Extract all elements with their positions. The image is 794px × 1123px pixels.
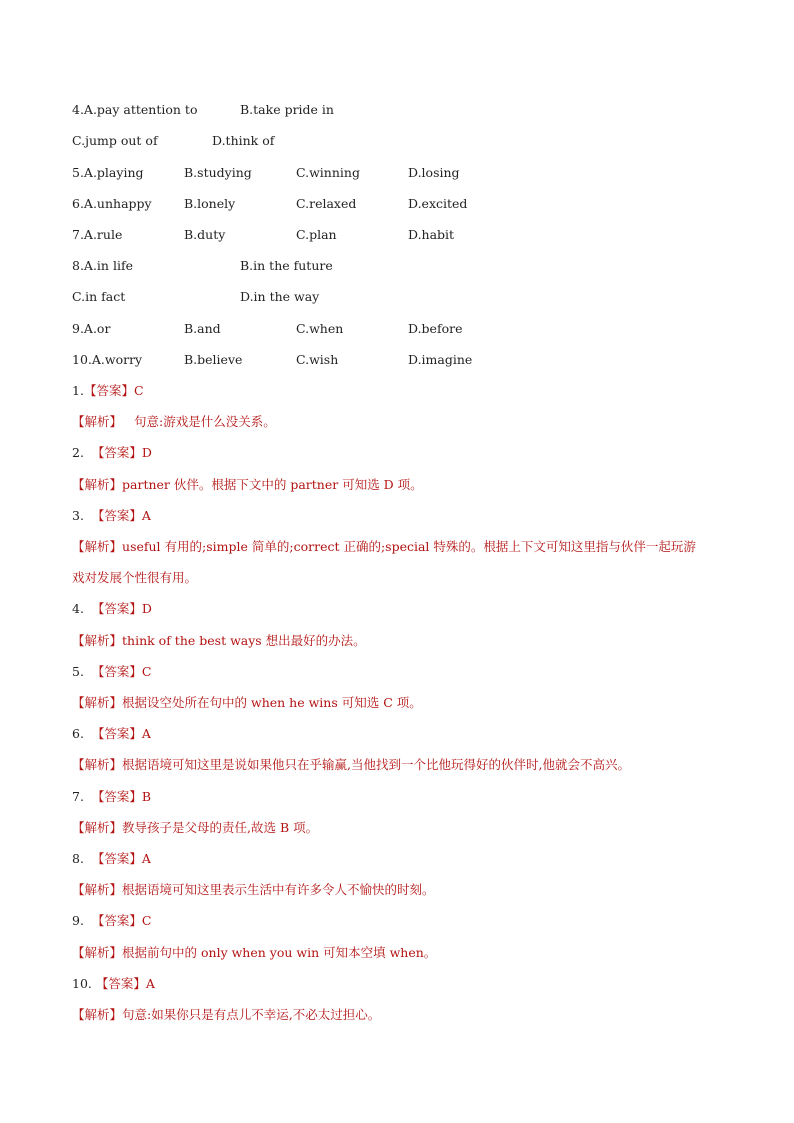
explanation-line — [72, 632, 366, 650]
option-b: B.and — [184, 321, 221, 336]
answer-letter: A — [141, 508, 151, 523]
answer-tag: 【答案】 — [91, 664, 142, 679]
option-a: 6.A.unhappy — [72, 196, 152, 211]
explanation-line — [72, 413, 276, 431]
explanation-text: think of the best ways 想出最好的办法。 — [122, 633, 366, 648]
answer-line — [72, 663, 151, 681]
answer-line — [72, 444, 152, 462]
answer-number: 3. — [72, 508, 84, 523]
answer-line — [72, 507, 151, 525]
option-c: C.jump out of — [72, 133, 158, 148]
answer-number: 5. — [72, 664, 84, 679]
option-c: C.winning — [296, 165, 360, 180]
answer-letter: A — [145, 976, 155, 991]
explanation-text: 根据语境可知这里是说如果他只在乎输赢,当他找到一个比他玩得好的伙伴时,他就会不高兴。 — [122, 757, 630, 772]
answer-line — [72, 850, 151, 868]
answer-tag: 【答案】 — [83, 383, 134, 398]
answer-tag: 【答案】 — [91, 789, 142, 804]
explanation-line — [72, 476, 423, 494]
answer-line — [72, 725, 151, 743]
option-d: D.in the way — [240, 289, 320, 304]
option-d: D.imagine — [408, 352, 473, 367]
option-c: C.relaxed — [296, 196, 357, 211]
answer-letter: C — [141, 913, 152, 928]
explanation-tag: 【解析】 — [72, 633, 123, 648]
explanation-text: useful 有用的;simple 简单的;correct 正确的;special 特殊的。根据上下文可知这里指与伙伴一起玩游 — [122, 539, 696, 554]
explanation-line — [72, 819, 318, 837]
answer-line — [72, 382, 144, 400]
option-c: C.wish — [296, 352, 339, 367]
answer-letter: D — [141, 601, 152, 616]
option-d: D.think of — [212, 133, 275, 148]
option-d: D.losing — [408, 165, 460, 180]
answer-number: 10. — [72, 976, 92, 991]
answer-letter: D — [141, 445, 152, 460]
answer-letter: B — [141, 789, 152, 804]
explanation-line — [72, 694, 422, 712]
answer-letter: A — [141, 851, 151, 866]
option-d: D.before — [408, 321, 463, 336]
explanation-tag: 【解析】 — [72, 945, 123, 960]
answer-line — [72, 600, 152, 618]
answer-number: 9. — [72, 913, 84, 928]
option-c: C.plan — [296, 227, 337, 242]
answer-tag: 【答案】 — [91, 851, 142, 866]
answer-number: 4. — [72, 601, 84, 616]
option-b: B.take pride in — [240, 102, 334, 117]
answer-line — [72, 788, 151, 806]
answer-tag: 【答案】 — [91, 508, 142, 523]
option-b: B.duty — [184, 227, 226, 242]
option-c: C.when — [296, 321, 344, 336]
option-a: 9.A.or — [72, 321, 111, 336]
answer-tag: 【答案】 — [91, 913, 142, 928]
answer-number: 2. — [72, 445, 84, 460]
explanation-tag: 【解析】 — [72, 820, 123, 835]
answer-line — [72, 912, 151, 930]
answer-letter: C — [141, 664, 152, 679]
answer-number: 8. — [72, 851, 84, 866]
answer-number: 7. — [72, 789, 84, 804]
explanation-tag: 【解析】 — [72, 882, 123, 897]
answer-tag: 【答案】 — [95, 976, 146, 991]
option-d: D.habit — [408, 227, 455, 242]
option-a: 10.A.worry — [72, 352, 143, 367]
explanation-tag: 【解析】 — [72, 414, 123, 429]
explanation-line — [72, 756, 630, 774]
explanation-line — [72, 944, 436, 962]
answer-number: 6. — [72, 726, 84, 741]
explanation-line — [72, 1006, 380, 1024]
explanation-tag: 【解析】 — [72, 1007, 123, 1022]
explanation-tag: 【解析】 — [72, 539, 123, 554]
explanation-line — [72, 881, 435, 899]
answer-tag: 【答案】 — [91, 726, 142, 741]
option-a: 5.A.playing — [72, 165, 144, 180]
answer-tag: 【答案】 — [91, 445, 142, 460]
explanation-text: 戏对发展个性很有用。 — [72, 570, 198, 585]
option-b: B.lonely — [184, 196, 236, 211]
explanation-line — [72, 538, 696, 556]
option-b: B.studying — [184, 165, 252, 180]
answer-letter: C — [133, 383, 144, 398]
option-d: D.excited — [408, 196, 468, 211]
explanation-text: 句意:如果你只是有点儿不幸运,不必太过担心。 — [122, 1007, 381, 1022]
answer-tag: 【答案】 — [91, 601, 142, 616]
option-a: 7.A.rule — [72, 227, 123, 242]
explanation-text: 句意:游戏是什么没关系。 — [130, 414, 276, 429]
option-a: 4.A.pay attention to — [72, 102, 198, 117]
option-b: B.in the future — [240, 258, 333, 273]
explanation-tag: 【解析】 — [72, 477, 123, 492]
explanation-text: 根据语境可知这里表示生活中有许多令人不愉快的时刻。 — [122, 882, 435, 897]
option-c: C.in fact — [72, 289, 126, 304]
explanation-line-continued — [72, 569, 197, 587]
explanation-text: 教导孩子是父母的责任,故选 B 项。 — [122, 820, 319, 835]
explanation-text: 根据前句中的 only when you win 可知本空填 when。 — [122, 945, 437, 960]
explanation-text: partner 伙伴。根据下文中的 partner 可知选 D 项。 — [122, 477, 423, 492]
answer-number: 1. — [72, 383, 84, 398]
answer-letter: A — [141, 726, 151, 741]
explanation-tag: 【解析】 — [72, 757, 123, 772]
answer-line — [72, 975, 155, 993]
option-a: 8.A.in life — [72, 258, 133, 273]
option-b: B.believe — [184, 352, 243, 367]
explanation-text: 根据设空处所在句中的 when he wins 可知选 C 项。 — [122, 695, 422, 710]
explanation-tag: 【解析】 — [72, 695, 123, 710]
